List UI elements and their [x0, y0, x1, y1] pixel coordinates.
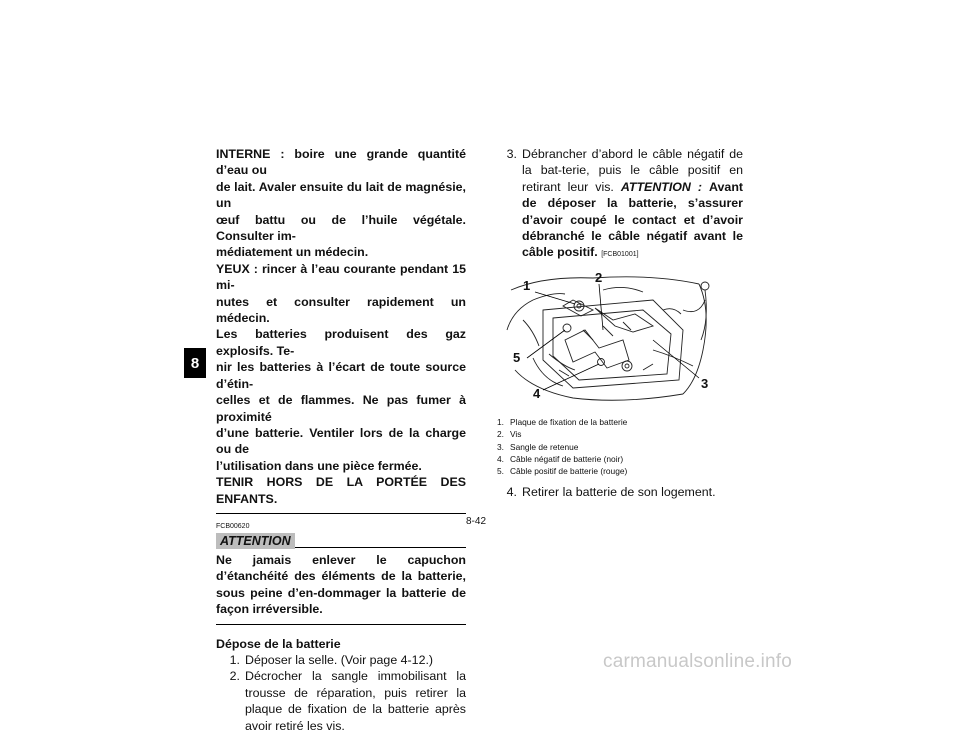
attention-label: ATTENTION [216, 533, 295, 549]
step-text: Décrocher la sangle immobilisant la trousse de réparation, puis retirer la plaque de fixation de la batterie après avoir retiré les vis. [245, 669, 466, 733]
attention-code: FCB00620 [216, 522, 250, 530]
caption-text: Câble négatif de batterie (noir) [510, 454, 624, 465]
warning-text [216, 146, 466, 507]
warning-line: YEUX : rincer à l’eau courante pendant 15 mi- [216, 261, 466, 293]
page-number: 8-42 [466, 516, 487, 527]
callout-2: 2 [595, 269, 603, 285]
warning-line: celles et de flammes. Ne pas fumer à proximité [216, 393, 466, 424]
warning-line: TENIR HORS DE LA PORTÉE DES ENFANTS. [216, 475, 466, 506]
step-item [497, 146, 743, 264]
caution-label: ATTENTION : [620, 179, 703, 194]
step-text: Déposer la selle. (Voir page 4-12.) [245, 652, 434, 667]
callout-3: 3 [701, 375, 709, 391]
caption-number: 3. [497, 441, 504, 452]
callout-5: 5 [513, 349, 521, 365]
step-text [522, 146, 743, 264]
step-number: 2. [229, 669, 240, 684]
step-number: 1. [229, 652, 240, 667]
warning-line: nutes et consulter rapidement un médecin. [216, 294, 466, 326]
divider [216, 513, 466, 514]
caution-code: [FCB01001] [601, 251, 639, 259]
left-column [216, 146, 466, 734]
caption-text: Sangle de retenue [510, 441, 579, 452]
chapter-tab: 8 [184, 348, 206, 378]
step-item [497, 484, 743, 500]
caution-text: Avant de déposer la batterie, s’assurer d’avoir coupé le contact et d’avoir débranché le câble négatif avant le câble positif. [522, 179, 744, 260]
warning-line: médiatement un médecin. [216, 245, 369, 260]
warning-line: Les batteries produisent des gaz explosifs. Te- [216, 327, 466, 358]
caption-text: Câble positif de batterie (rouge) [510, 466, 628, 477]
warning-line: INTERNE : boire une grande quantité d’eau ou [216, 147, 466, 178]
step-number: 3. [506, 147, 517, 161]
warning-line: de lait. Avaler ensuite du lait de magnésie, un [216, 179, 466, 211]
caption-number: 2. [497, 429, 504, 440]
step-item [216, 668, 466, 734]
caption-text: Plaque de fixation de la batterie [510, 416, 628, 427]
step-3-text: Débrancher d’abord le câble négatif de la bat-terie, puis le câble positif en retirant leur vis. [522, 147, 743, 194]
warning-line: d’une batterie. Ventiler lors de la charge ou de [216, 425, 466, 457]
callout-1: 1 [523, 277, 531, 293]
caption-item [497, 465, 743, 477]
section-title: Dépose de la batterie [216, 636, 341, 651]
caption-number: 5. [497, 466, 504, 477]
caption-text: Vis [510, 429, 522, 440]
caption-number: 4. [497, 454, 504, 465]
divider [216, 624, 466, 625]
step-item [216, 652, 466, 668]
warning-line: œuf battu ou de l’huile végétale. Consulter im- [216, 212, 466, 244]
right-column [497, 146, 743, 500]
warning-line: l’utilisation dans une pièce fermée. [216, 458, 422, 473]
caption-item [497, 441, 743, 453]
caption-item [497, 416, 743, 428]
step-text: Retirer la batterie de son logement. [522, 484, 716, 499]
battery-diagram [503, 270, 717, 406]
step-number: 4. [506, 484, 517, 499]
callout-4: 4 [533, 385, 541, 401]
figure-captions [497, 416, 743, 478]
attention-header [216, 533, 466, 549]
warning-line: nir les batteries à l’écart de toute source d’étin- [216, 360, 466, 391]
caption-number: 1. [497, 416, 504, 427]
caption-item [497, 453, 743, 465]
caption-item [497, 428, 743, 440]
watermark-link[interactable]: carmanualsonline.info [603, 651, 793, 672]
divider [295, 547, 466, 548]
attention-text: Ne jamais enlever le capuchon d’étanchéité des éléments de la batterie, sous peine d’en-dommager la batterie de façon irréversible. [216, 552, 466, 617]
